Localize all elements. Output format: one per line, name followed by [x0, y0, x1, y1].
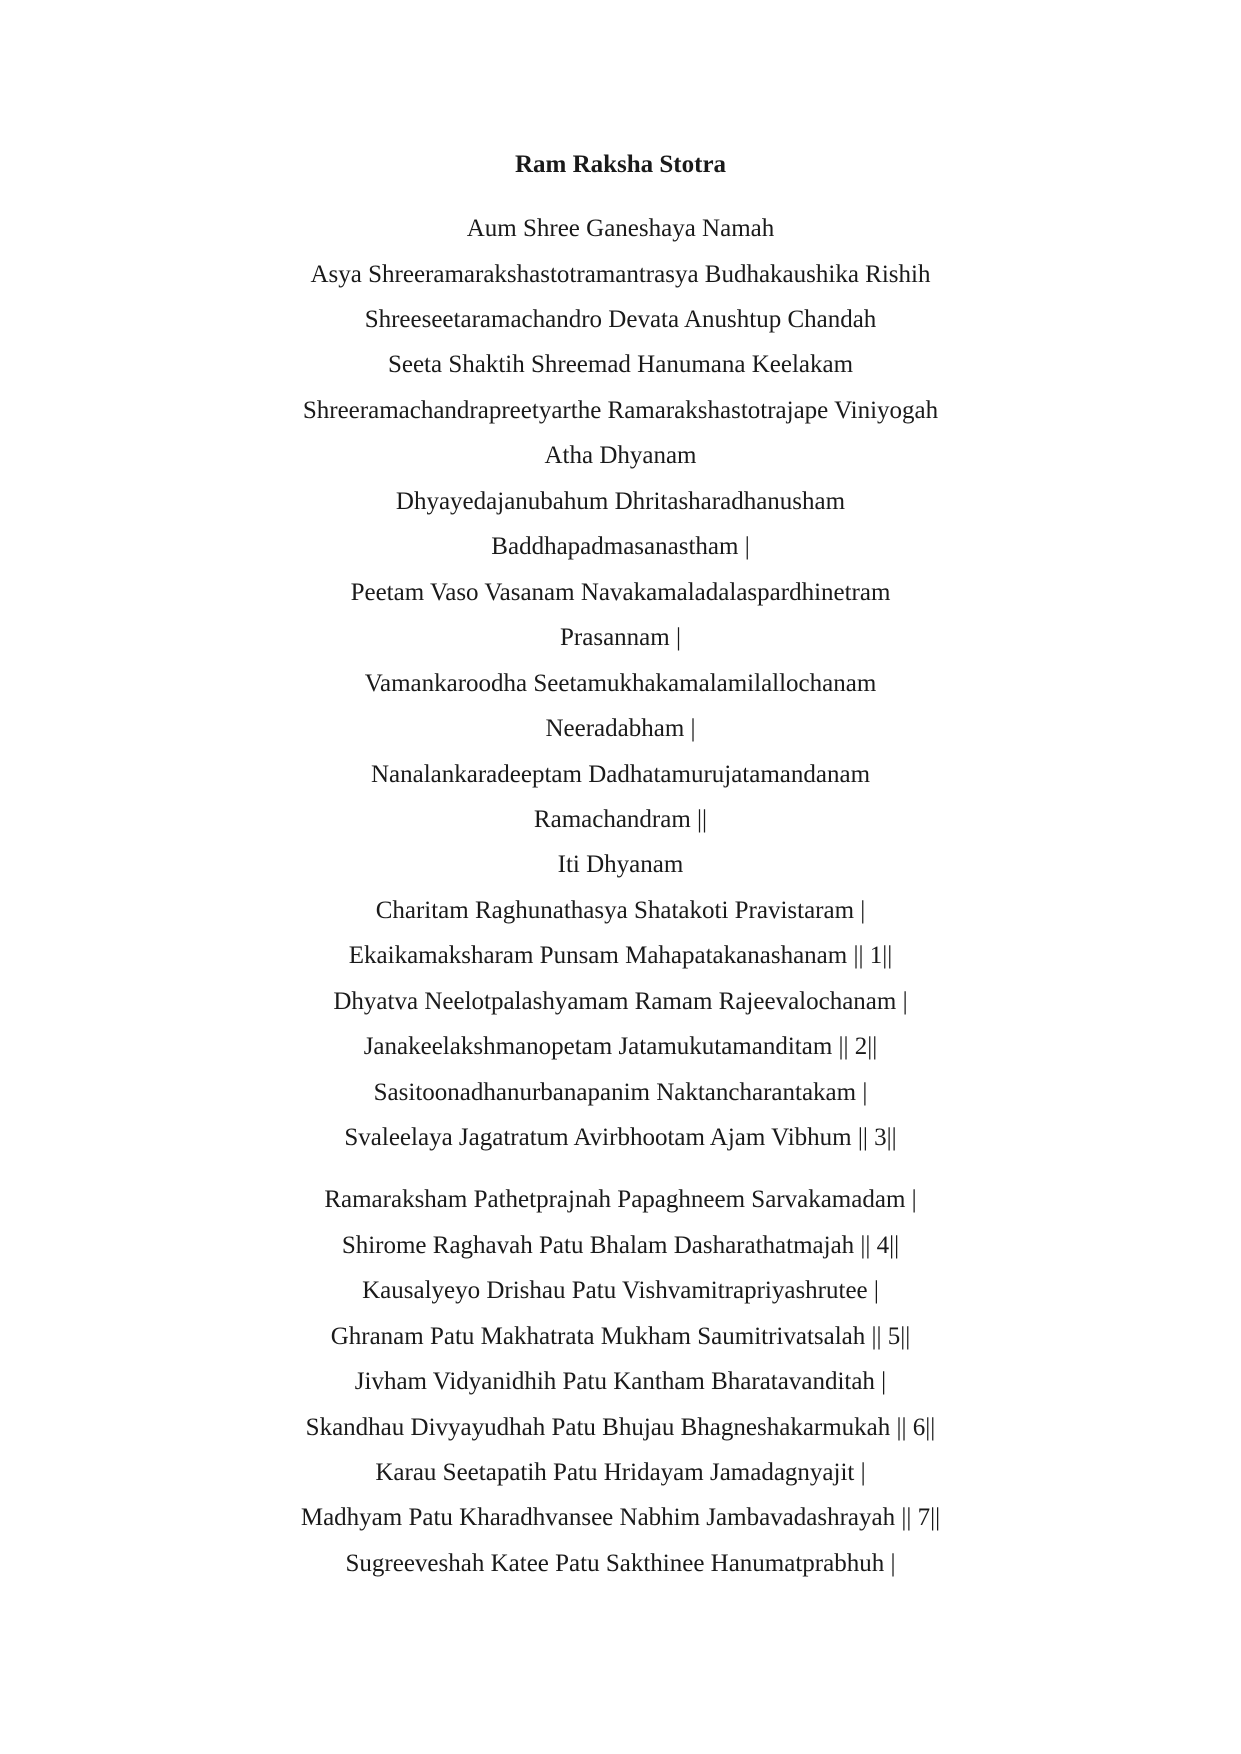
verse-line: Iti Dhyanam: [557, 851, 684, 878]
page-title: Ram Raksha Stotra: [514, 151, 727, 178]
verse-line: Karau Seetapatih Patu Hridayam Jamadagnyajit |: [375, 1459, 866, 1486]
verse-line: Ghranam Patu Makhatrata Mukham Saumitrivatsalah || 5||: [330, 1323, 911, 1350]
verse-line: Sasitoonadhanurbanapanim Naktancharantakam |: [373, 1079, 868, 1106]
verse-line: Shreeseetaramachandro Devata Anushtup Chandah: [364, 306, 877, 333]
verse-line: Sugreeveshah Katee Patu Sakthinee Hanumatprabhuh |: [345, 1550, 896, 1577]
verse-line: Kausalyeyo Drishau Patu Vishvamitrapriyashrutee |: [362, 1277, 879, 1304]
verse-line: Shirome Raghavah Patu Bhalam Dasharathatmajah || 4||: [341, 1232, 900, 1259]
verse-line: Dhyayedajanubahum Dhritasharadhanusham: [395, 488, 846, 515]
verse-line: Neeradabham |: [545, 715, 696, 742]
verse-line: Ramaraksham Pathetprajnah Papaghneem Sarvakamadam |: [324, 1186, 917, 1213]
verse-line: Madhyam Patu Kharadhvansee Nabhim Jambavadashrayah || 7||: [300, 1504, 941, 1531]
verse-line: Janakeelakshmanopetam Jatamukutamanditam || 2||: [363, 1033, 878, 1060]
verse-line: Shreeramachandrapreetyarthe Ramarakshastotrajape Viniyogah: [302, 397, 939, 424]
verse-line: Atha Dhyanam: [544, 442, 697, 469]
verse-line: Seeta Shaktih Shreemad Hanumana Keelakam: [387, 351, 854, 378]
verse-line: Aum Shree Ganeshaya Namah: [466, 215, 775, 242]
verse-line: Jivham Vidyanidhih Patu Kantham Bharatavanditah |: [354, 1368, 887, 1395]
verse-line: Svaleelaya Jagatratum Avirbhootam Ajam Vibhum || 3||: [344, 1124, 897, 1151]
verse-line: Ramachandram ||: [533, 806, 708, 833]
verse-line: Asya Shreeramarakshastotramantrasya Budhakaushika Rishih: [310, 261, 931, 288]
verse-line: Nanalankaradeeptam Dadhatamurujatamandanam: [370, 761, 871, 788]
verse-line: Vamankaroodha Seetamukhakamalamilallochanam: [364, 670, 877, 697]
verse-line: Peetam Vaso Vasanam Navakamaladalaspardhinetram: [350, 579, 891, 606]
verse-line: Skandhau Divyayudhah Patu Bhujau Bhagneshakarmukah || 6||: [305, 1414, 936, 1441]
verse-line: Ekaikamaksharam Punsam Mahapatakanashanam || 1||: [348, 942, 893, 969]
verse-line: Baddhapadmasanastham |: [491, 533, 750, 560]
verse-line: Dhyatva Neelotpalashyamam Ramam Rajeevalochanam |: [333, 988, 908, 1015]
verse-line: Charitam Raghunathasya Shatakoti Pravistaram |: [375, 897, 866, 924]
verse-line: Prasannam |: [560, 624, 681, 651]
